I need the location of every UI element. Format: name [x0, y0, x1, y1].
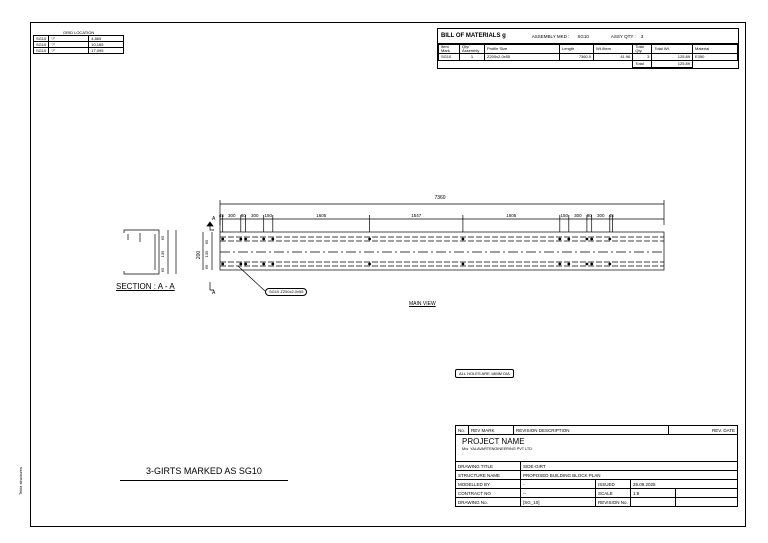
bolt-hole: [608, 263, 611, 266]
bolt-hole: [462, 263, 465, 266]
section-view-dim-1: 65: [160, 235, 165, 241]
bolt-hole: [271, 238, 274, 241]
bolt-hole: [262, 238, 265, 241]
bolt-hole: [558, 238, 561, 241]
table-row: SG10 "/" 17,095: [34, 48, 124, 54]
bolt-hole: [271, 263, 274, 266]
bolt-hole: [590, 263, 593, 266]
chain-dimension-text: 80: [586, 213, 592, 218]
chain-dimension-text: 300: [228, 213, 236, 218]
project-box: [455, 435, 738, 461]
table-row: STRUCTURE NAME PROPOSED BUILDING BLOCK PLAN: [456, 471, 738, 480]
bolt-hole: [586, 238, 589, 241]
assy-qty-label: ASSY QTY :: [610, 33, 636, 39]
software-watermark: Tekla structures: [18, 466, 23, 495]
section-arrow-label-top: A: [212, 216, 216, 222]
holes-note: ALL HOLES ARE 18MM DIA: [455, 369, 514, 378]
chain-dimension-text: 300: [597, 213, 605, 218]
bom-total-row: Total 125.89: [439, 61, 738, 68]
table-row: MODELLED BY - ISSUED 29.09.2025: [456, 480, 738, 489]
bolt-hole: [239, 263, 242, 266]
overall-dimension-text: 7360: [434, 195, 446, 201]
chain-dimension-text: 300: [250, 213, 259, 218]
table-row: DRAWING No. [SG_10] REVISION No.: [456, 498, 738, 507]
table-row: CONTRACT NO -- SCALE 1:8: [456, 489, 738, 498]
chain-dimension-text: 80: [240, 213, 246, 218]
project-detail: .: [462, 451, 464, 456]
girts-underline: [120, 480, 288, 481]
bom-header-row: Item Mark Qty/ Assembly Profile Size Length Wt./Item Total Qty. Total Wt. Material: [439, 45, 738, 54]
bolt-hole: [462, 238, 465, 241]
bolt-hole: [221, 238, 224, 241]
bolt-hole: [586, 263, 589, 266]
girt-outline: [220, 232, 664, 270]
project-name: PROJECT NAME: [462, 437, 525, 446]
depth-dimension-text: 200: [196, 250, 202, 260]
chain-dimension-text: 1605: [506, 213, 517, 218]
grid-location-title: GRID LOCATION: [62, 30, 95, 35]
section-dim-3: 65: [204, 264, 209, 270]
bolt-hole: [262, 263, 265, 266]
chain-dimension-text: 150: [264, 213, 273, 218]
chain-dimension-text: 300: [574, 213, 582, 218]
bolt-hole: [244, 238, 247, 241]
section-arrow-label-bottom: A: [212, 290, 216, 296]
bolt-hole: [567, 263, 570, 266]
table-row: SG10 "/" 4,865: [34, 36, 124, 42]
bolt-hole: [368, 263, 371, 266]
bolt-hole: [239, 238, 242, 241]
assembly-mark-value: SG10: [577, 33, 589, 39]
assembly-mark-label: ASSEMBLY MKD :: [531, 33, 570, 39]
mark-label: SG10 Z200x2.0x55: [265, 288, 307, 296]
section-dim-2: 135: [204, 250, 209, 258]
bolt-hole: [608, 238, 611, 241]
girts-note: 3-GIRTS MARKED AS SG10: [146, 466, 262, 476]
assy-qty-value: 3: [640, 33, 644, 39]
table-row: SG10 "/" 10,165: [34, 42, 124, 48]
table-row: SG10 1 Z200x2.0x55 7360.0 41.96 3 125.89 E350: [439, 54, 738, 61]
bolt-hole: [558, 263, 561, 266]
bolt-hole: [244, 263, 247, 266]
chain-dimension-text: 45: [218, 213, 224, 218]
revision-header-row: No. REV MARK REVISION DESCRIPTION REV. DATE: [456, 426, 738, 435]
bolt-hole: [368, 238, 371, 241]
bolt-hole: [590, 238, 593, 241]
main-view-label: MAIN VIEW: [409, 301, 436, 307]
bolt-hole: [221, 263, 224, 266]
title-block: [455, 425, 738, 507]
section-label: SECTION : A - A: [116, 282, 175, 291]
bom-title: BILL OF MATERIALS g: [441, 33, 506, 39]
section-profile: [124, 230, 159, 274]
chain-dimension-text: 150: [560, 213, 569, 218]
chain-dimension-text: 1605: [316, 213, 327, 218]
project-client: M/s. YALAVARTENGINEERING PVT LTD: [462, 447, 532, 451]
chain-dimension-text: 45: [608, 213, 614, 218]
table-row: DRAWING TITLE SIDE-GIRT: [456, 462, 738, 471]
section-view-dim-3: 65: [160, 267, 165, 273]
section-view-dim-2: 135: [160, 250, 165, 258]
section-dim-1: 65: [204, 239, 209, 245]
chain-dimension-text: 1547: [411, 213, 422, 218]
bolt-hole: [567, 238, 570, 241]
